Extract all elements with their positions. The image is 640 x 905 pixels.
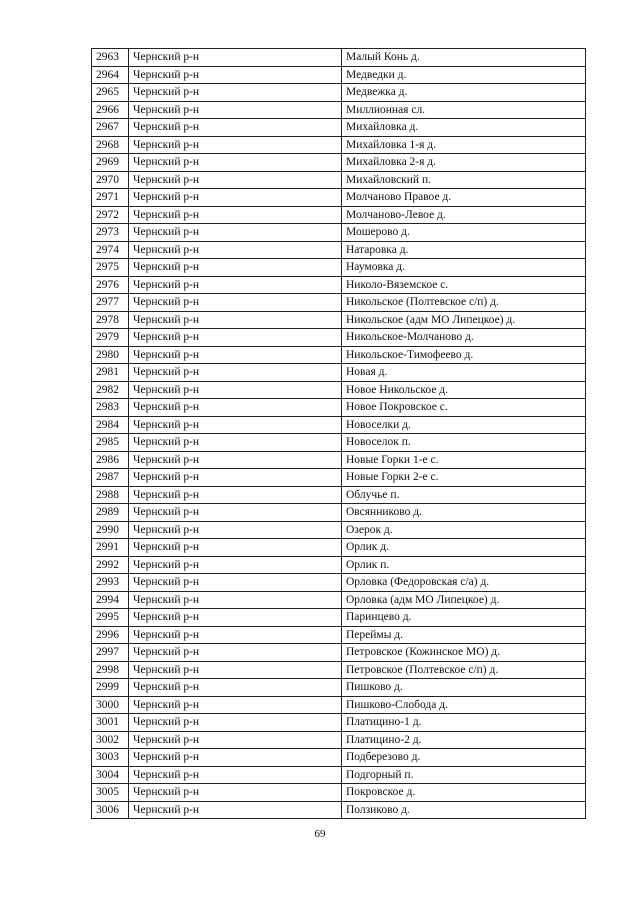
- table-row: [92, 574, 586, 592]
- district-cell: Чернский р-н: [129, 119, 342, 137]
- settlement-name-cell: Переймы д.: [342, 626, 586, 644]
- row-number-cell: 2996: [92, 626, 129, 644]
- settlement-name-cell: Петровское (Полтевское с/п) д.: [342, 661, 586, 679]
- district-cell: Чернский р-н: [129, 591, 342, 609]
- settlement-name-cell: Новые Горки 1-е с.: [342, 451, 586, 469]
- row-number-cell: 2971: [92, 189, 129, 207]
- settlement-name-cell: Медведки д.: [342, 66, 586, 84]
- table-row: [92, 451, 586, 469]
- table-row: [92, 486, 586, 504]
- table-row: [92, 294, 586, 312]
- settlement-name-cell: Ползиково д.: [342, 801, 586, 819]
- district-cell: Чернский р-н: [129, 329, 342, 347]
- settlement-name-cell: Новоселок п.: [342, 434, 586, 452]
- settlement-name-cell: Михайловка д.: [342, 119, 586, 137]
- table-row: [92, 801, 586, 819]
- settlement-name-cell: Платицино-2 д.: [342, 731, 586, 749]
- row-number-cell: 2986: [92, 451, 129, 469]
- settlement-name-cell: Орловка (Федоровская с/а) д.: [342, 574, 586, 592]
- settlement-name-cell: Подгорный п.: [342, 766, 586, 784]
- district-cell: Чернский р-н: [129, 766, 342, 784]
- table-row: [92, 626, 586, 644]
- table-row: [92, 766, 586, 784]
- page-number: 69: [314, 828, 326, 840]
- row-number-cell: 2978: [92, 311, 129, 329]
- settlement-name-cell: Малый Конь д.: [342, 49, 586, 67]
- table-row: [92, 346, 586, 364]
- district-cell: Чернский р-н: [129, 434, 342, 452]
- table-row: [92, 591, 586, 609]
- district-cell: Чернский р-н: [129, 801, 342, 819]
- table-row: [92, 66, 586, 84]
- table-row: [92, 399, 586, 417]
- district-cell: Чернский р-н: [129, 609, 342, 627]
- row-number-cell: 2985: [92, 434, 129, 452]
- table-row: [92, 276, 586, 294]
- table-row: [92, 49, 586, 67]
- district-cell: Чернский р-н: [129, 539, 342, 557]
- table-row: [92, 434, 586, 452]
- table-row: [92, 311, 586, 329]
- row-number-cell: 3002: [92, 731, 129, 749]
- table-row: [92, 731, 586, 749]
- settlement-name-cell: Пишково-Слобода д.: [342, 696, 586, 714]
- settlement-name-cell: Пишково д.: [342, 679, 586, 697]
- table-row: [92, 84, 586, 102]
- district-cell: Чернский р-н: [129, 259, 342, 277]
- settlement-name-cell: Никольское-Молчаново д.: [342, 329, 586, 347]
- row-number-cell: 2992: [92, 556, 129, 574]
- district-cell: Чернский р-н: [129, 784, 342, 802]
- table-row: [92, 679, 586, 697]
- row-number-cell: 2969: [92, 154, 129, 172]
- district-cell: Чернский р-н: [129, 101, 342, 119]
- settlement-name-cell: Покровское д.: [342, 784, 586, 802]
- settlement-name-cell: Облучье п.: [342, 486, 586, 504]
- table-row: [92, 154, 586, 172]
- table-row: [92, 329, 586, 347]
- district-cell: Чернский р-н: [129, 574, 342, 592]
- table-row: [92, 381, 586, 399]
- row-number-cell: 2982: [92, 381, 129, 399]
- table-row: [92, 241, 586, 259]
- row-number-cell: 2999: [92, 679, 129, 697]
- row-number-cell: 2963: [92, 49, 129, 67]
- row-number-cell: 2966: [92, 101, 129, 119]
- row-number-cell: 3006: [92, 801, 129, 819]
- row-number-cell: 2976: [92, 276, 129, 294]
- row-number-cell: 2975: [92, 259, 129, 277]
- district-cell: Чернский р-н: [129, 416, 342, 434]
- district-cell: Чернский р-н: [129, 399, 342, 417]
- district-cell: Чернский р-н: [129, 171, 342, 189]
- district-cell: Чернский р-н: [129, 644, 342, 662]
- row-number-cell: 2968: [92, 136, 129, 154]
- row-number-cell: 2979: [92, 329, 129, 347]
- district-cell: Чернский р-н: [129, 556, 342, 574]
- district-cell: Чернский р-н: [129, 136, 342, 154]
- district-cell: Чернский р-н: [129, 84, 342, 102]
- district-cell: Чернский р-н: [129, 346, 342, 364]
- table-row: [92, 189, 586, 207]
- settlement-name-cell: Платицино-1 д.: [342, 714, 586, 732]
- table-row: [92, 259, 586, 277]
- settlement-name-cell: Медвежка д.: [342, 84, 586, 102]
- table-row: [92, 504, 586, 522]
- district-cell: Чернский р-н: [129, 189, 342, 207]
- row-number-cell: 2997: [92, 644, 129, 662]
- row-number-cell: 2977: [92, 294, 129, 312]
- row-number-cell: 2980: [92, 346, 129, 364]
- row-number-cell: 2972: [92, 206, 129, 224]
- row-number-cell: 2981: [92, 364, 129, 382]
- settlement-name-cell: Никольское (Полтевское с/п) д.: [342, 294, 586, 312]
- settlements-table: [91, 48, 586, 819]
- district-cell: Чернский р-н: [129, 504, 342, 522]
- district-cell: Чернский р-н: [129, 206, 342, 224]
- table-row: [92, 416, 586, 434]
- district-cell: Чернский р-н: [129, 451, 342, 469]
- district-cell: Чернский р-н: [129, 679, 342, 697]
- row-number-cell: 3000: [92, 696, 129, 714]
- table-row: [92, 224, 586, 242]
- row-number-cell: 2990: [92, 521, 129, 539]
- settlement-name-cell: Михайловка 2-я д.: [342, 154, 586, 172]
- district-cell: Чернский р-н: [129, 626, 342, 644]
- district-cell: Чернский р-н: [129, 49, 342, 67]
- settlement-name-cell: Овсянниково д.: [342, 504, 586, 522]
- settlement-name-cell: Николо-Вяземское с.: [342, 276, 586, 294]
- settlement-name-cell: Новые Горки 2-е с.: [342, 469, 586, 487]
- settlement-name-cell: Паринцево д.: [342, 609, 586, 627]
- district-cell: Чернский р-н: [129, 154, 342, 172]
- table-row: [92, 556, 586, 574]
- table-row: [92, 714, 586, 732]
- row-number-cell: 2989: [92, 504, 129, 522]
- row-number-cell: 3004: [92, 766, 129, 784]
- district-cell: Чернский р-н: [129, 731, 342, 749]
- row-number-cell: 2994: [92, 591, 129, 609]
- row-number-cell: 2974: [92, 241, 129, 259]
- district-cell: Чернский р-н: [129, 381, 342, 399]
- row-number-cell: 2973: [92, 224, 129, 242]
- settlement-name-cell: Новое Покровское с.: [342, 399, 586, 417]
- table-row: [92, 749, 586, 767]
- district-cell: Чернский р-н: [129, 696, 342, 714]
- row-number-cell: 2988: [92, 486, 129, 504]
- settlement-name-cell: Новая д.: [342, 364, 586, 382]
- table-row: [92, 539, 586, 557]
- table-row: [92, 206, 586, 224]
- settlement-name-cell: Мошерово д.: [342, 224, 586, 242]
- row-number-cell: 3005: [92, 784, 129, 802]
- settlement-name-cell: Орлик п.: [342, 556, 586, 574]
- settlement-name-cell: Орловка (адм МО Липецкое) д.: [342, 591, 586, 609]
- row-number-cell: 2965: [92, 84, 129, 102]
- settlement-name-cell: Никольское (адм МО Липецкое) д.: [342, 311, 586, 329]
- row-number-cell: 2967: [92, 119, 129, 137]
- row-number-cell: 3003: [92, 749, 129, 767]
- row-number-cell: 3001: [92, 714, 129, 732]
- settlement-name-cell: Озерок д.: [342, 521, 586, 539]
- row-number-cell: 2993: [92, 574, 129, 592]
- settlement-name-cell: Миллионная сл.: [342, 101, 586, 119]
- district-cell: Чернский р-н: [129, 294, 342, 312]
- district-cell: Чернский р-н: [129, 661, 342, 679]
- settlement-name-cell: Никольское-Тимофеево д.: [342, 346, 586, 364]
- row-number-cell: 2970: [92, 171, 129, 189]
- district-cell: Чернский р-н: [129, 714, 342, 732]
- settlement-name-cell: Новоселки д.: [342, 416, 586, 434]
- settlement-name-cell: Молчаново-Левое д.: [342, 206, 586, 224]
- settlement-name-cell: Новое Никольское д.: [342, 381, 586, 399]
- table-row: [92, 119, 586, 137]
- district-cell: Чернский р-н: [129, 241, 342, 259]
- table-row: [92, 661, 586, 679]
- row-number-cell: 2987: [92, 469, 129, 487]
- table-row: [92, 521, 586, 539]
- settlement-name-cell: Натаровка д.: [342, 241, 586, 259]
- district-cell: Чернский р-н: [129, 224, 342, 242]
- settlement-name-cell: Орлик д.: [342, 539, 586, 557]
- settlement-name-cell: Михайловка 1-я д.: [342, 136, 586, 154]
- table-row: [92, 784, 586, 802]
- settlement-name-cell: Наумовка д.: [342, 259, 586, 277]
- table-row: [92, 101, 586, 119]
- row-number-cell: 2991: [92, 539, 129, 557]
- district-cell: Чернский р-н: [129, 749, 342, 767]
- table-row: [92, 364, 586, 382]
- row-number-cell: 2984: [92, 416, 129, 434]
- settlement-name-cell: Михайловский п.: [342, 171, 586, 189]
- settlement-name-cell: Петровское (Кожинское МО) д.: [342, 644, 586, 662]
- settlement-name-cell: Подберезово д.: [342, 749, 586, 767]
- row-number-cell: 2995: [92, 609, 129, 627]
- row-number-cell: 2998: [92, 661, 129, 679]
- row-number-cell: 2964: [92, 66, 129, 84]
- district-cell: Чернский р-н: [129, 276, 342, 294]
- district-cell: Чернский р-н: [129, 521, 342, 539]
- table-row: [92, 469, 586, 487]
- table-row: [92, 136, 586, 154]
- district-cell: Чернский р-н: [129, 469, 342, 487]
- table-row: [92, 171, 586, 189]
- table-row: [92, 696, 586, 714]
- row-number-cell: 2983: [92, 399, 129, 417]
- table-row: [92, 644, 586, 662]
- district-cell: Чернский р-н: [129, 364, 342, 382]
- settlement-name-cell: Молчаново Правое д.: [342, 189, 586, 207]
- table-row: [92, 609, 586, 627]
- district-cell: Чернский р-н: [129, 311, 342, 329]
- district-cell: Чернский р-н: [129, 486, 342, 504]
- district-cell: Чернский р-н: [129, 66, 342, 84]
- settlements-table-body: [92, 49, 586, 819]
